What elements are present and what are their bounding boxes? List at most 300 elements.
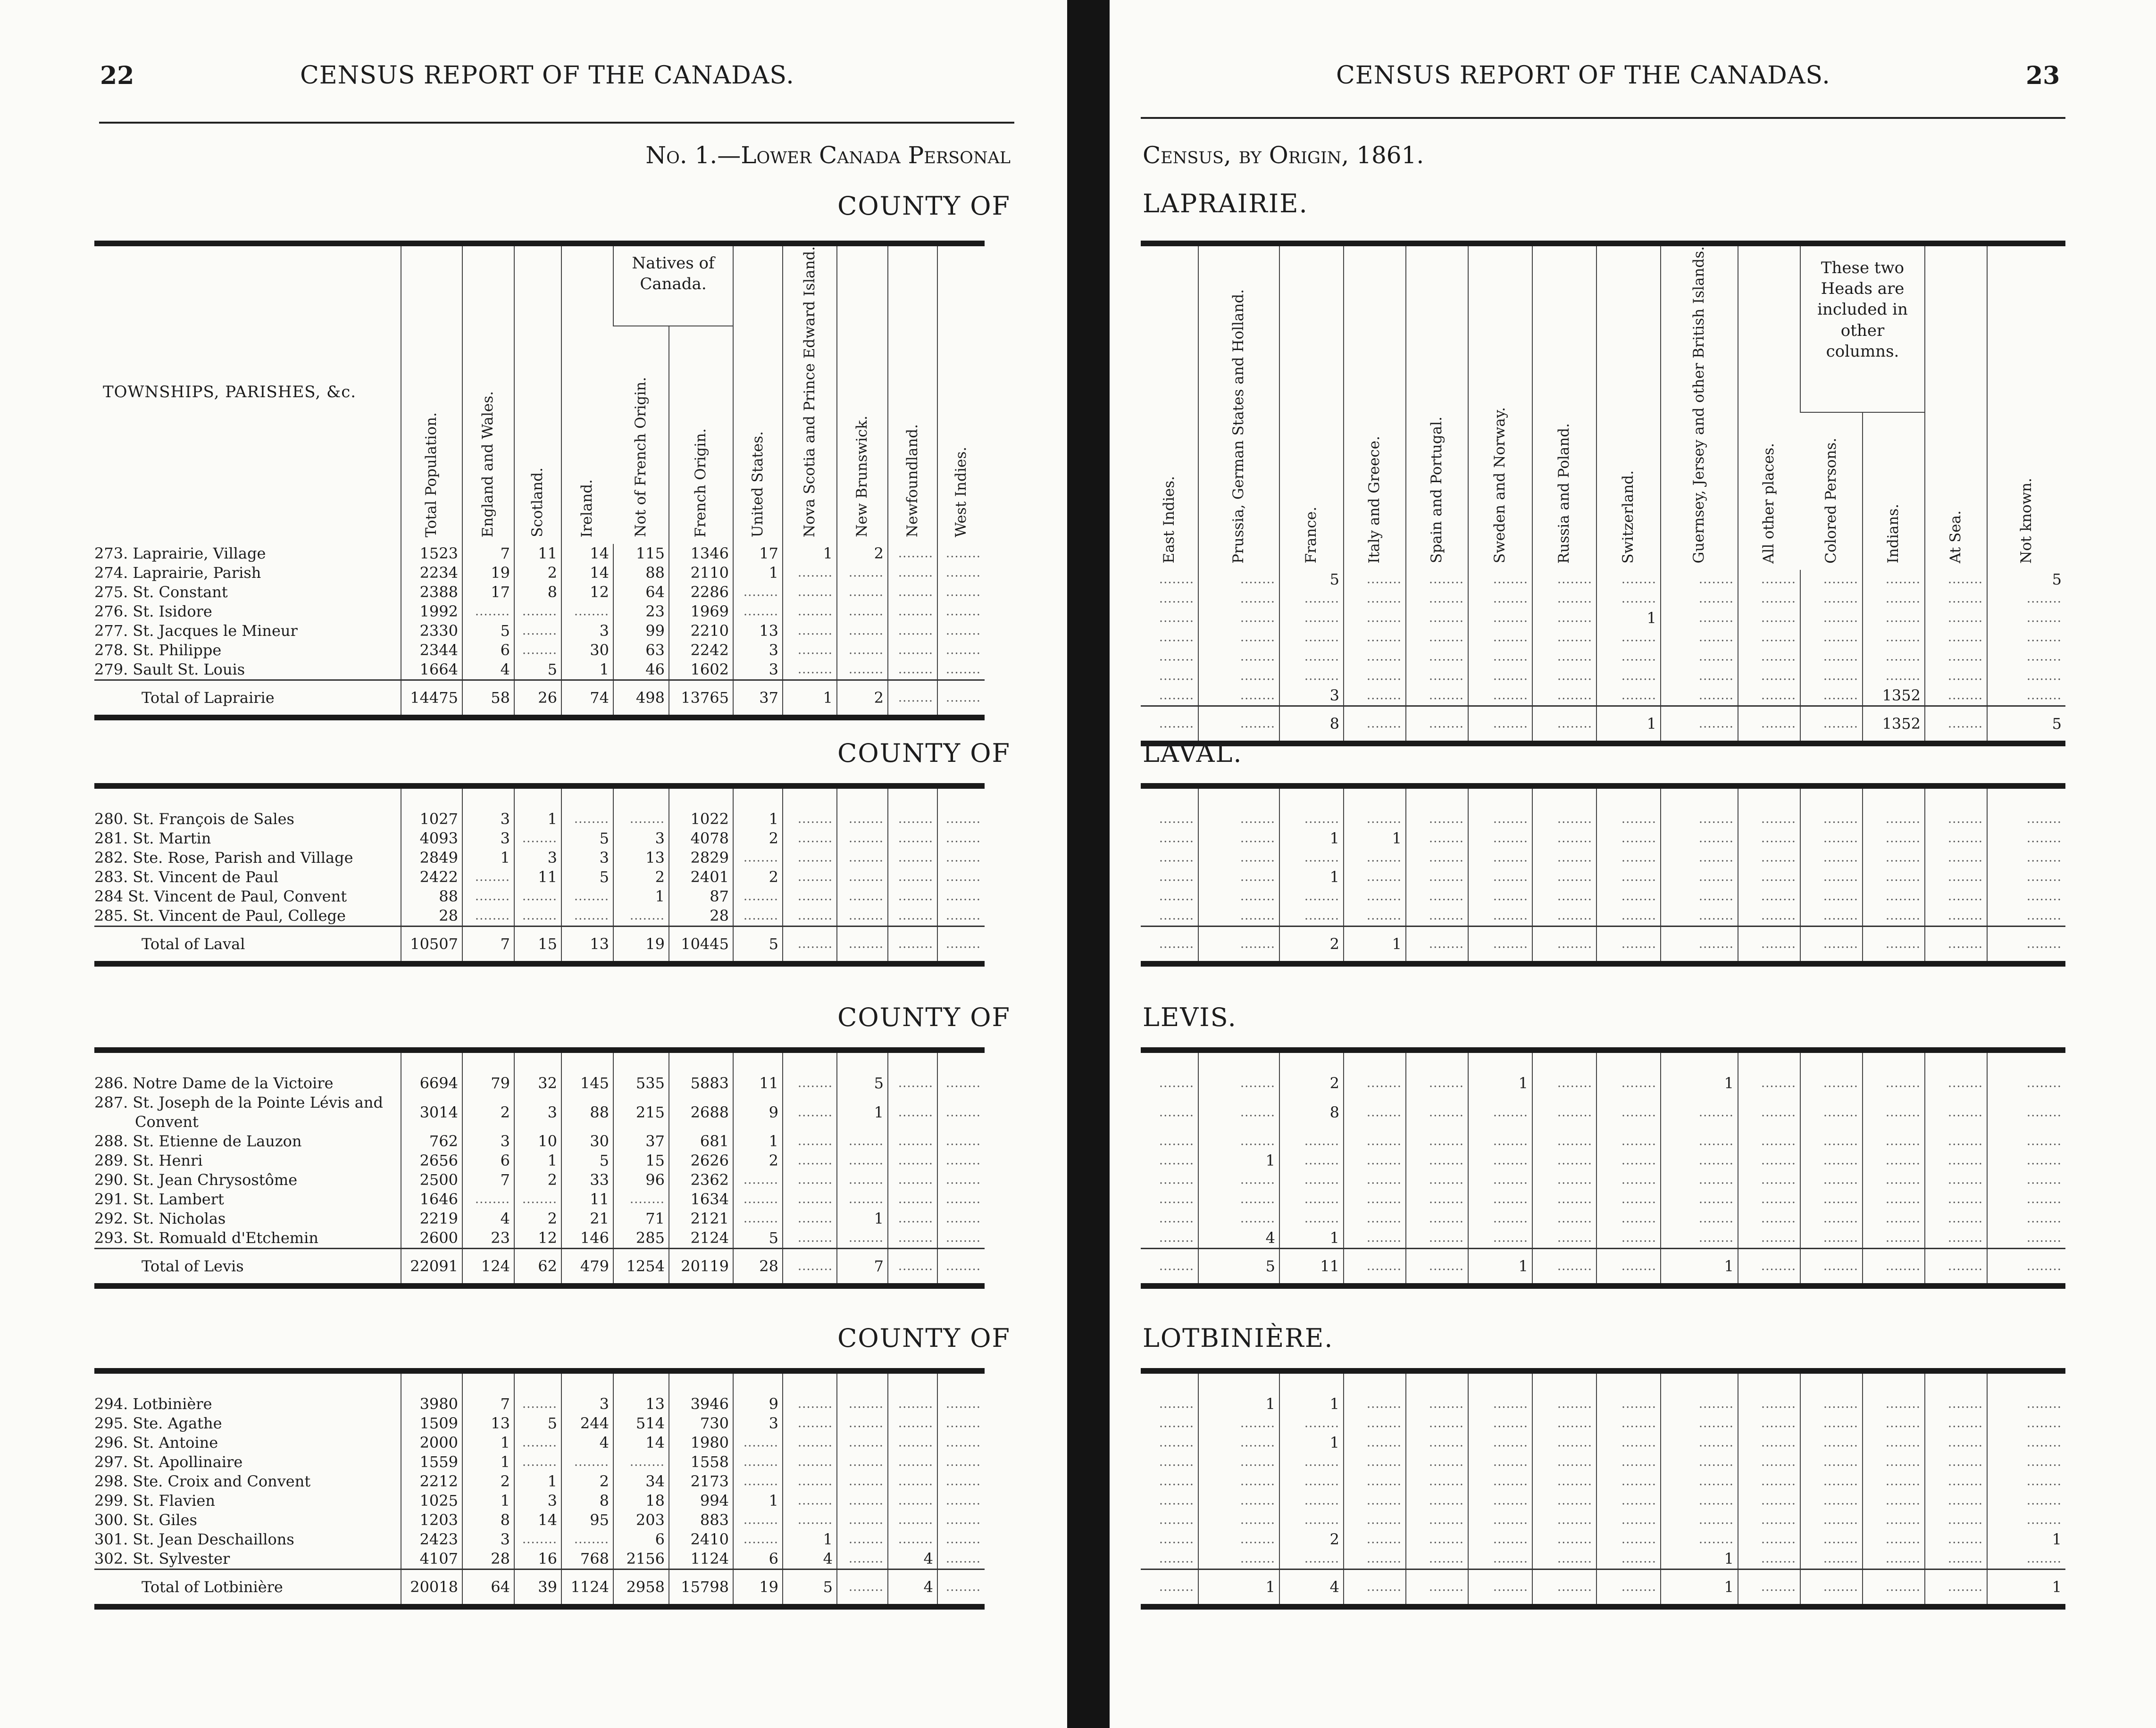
cell-prussia: ........ [1198,829,1279,848]
cell-united-states: 2 [733,868,783,887]
page-number: 23 [2026,61,2060,90]
cell-russia: ........ [1532,1209,1596,1228]
cell-prussia: ........ [1198,927,1279,964]
cell-italy: ........ [1344,1569,1406,1607]
cell-prussia: ........ [1198,887,1279,906]
cell-switzerland: ........ [1596,906,1661,927]
cell-west-indies: ........ [937,1569,985,1607]
total-row [1141,1569,2065,1607]
cell-prussia: ........ [1198,609,1279,628]
cell-total-population: 2234 [401,563,462,583]
cell-spain: ........ [1406,1472,1468,1491]
cell-new-brunswick: ........ [837,1170,888,1190]
cell-scotland: ........ [514,1190,561,1209]
cell-french: 2124 [669,1228,733,1249]
cell-united-states: 1 [733,786,783,829]
cell-spain: ........ [1406,868,1468,887]
cell-not-french: 1 [613,887,669,906]
cell-russia: ........ [1532,686,1596,706]
cell-united-states: ........ [733,1433,783,1453]
cell-newfoundland: ........ [888,1453,937,1472]
cell-italy: ........ [1344,1371,1406,1414]
cell-sweden: ........ [1468,667,1532,686]
cell-france: ........ [1279,1170,1344,1190]
cell-indians: ........ [1863,1569,1925,1607]
cell-switzerland: ........ [1596,628,1661,647]
cell-other-places: ........ [1738,1569,1800,1607]
county-name: LAVAL. [1143,738,1243,768]
header-united-states [733,243,783,544]
cell-sweden: ........ [1468,589,1532,609]
cell-not-french: 514 [613,1414,669,1433]
cell-east-indies: ........ [1159,650,1194,664]
cell-spain: ........ [1406,1093,1468,1132]
cell-not-french: 13 [613,848,669,868]
cell-at-sea: ........ [1925,829,1987,848]
header-new-brunswick [837,243,888,544]
cell-guernsey: ........ [1661,1170,1738,1190]
cell-italy: ........ [1344,1190,1406,1209]
cell-nova-scotia: ........ [783,1491,837,1511]
header-label: Sweden and Norway. [1491,407,1509,564]
table-row [1141,667,2065,686]
cell-switzerland: ........ [1596,1549,1661,1569]
cell-sweden: ........ [1468,1371,1532,1414]
cell-french: 87 [669,887,733,906]
cell-french: 2242 [669,641,733,660]
cell-sweden: ........ [1468,1132,1532,1151]
cell-not-known: ........ [1987,848,2065,868]
cell-nova-scotia: ........ [783,848,837,868]
cell-other-places: ........ [1738,1371,1800,1414]
cell-england-wales: 64 [462,1569,514,1607]
cell-guernsey: ........ [1661,628,1738,647]
cell-guernsey: ........ [1661,706,1738,744]
cell-switzerland: ........ [1596,1132,1661,1151]
cell-prussia: ........ [1198,1190,1279,1209]
cell-colored: ........ [1800,1093,1863,1132]
cell-new-brunswick: ........ [837,1472,888,1491]
cell-england-wales: 7 [462,1170,514,1190]
cell-total-population: 1509 [401,1414,462,1433]
table-row [1141,1433,2065,1453]
table-row [94,1549,985,1569]
cell-new-brunswick: 1 [837,1209,888,1228]
table-row [1141,786,2065,829]
cell-other-places: ........ [1738,1249,1800,1286]
cell-colored: ........ [1800,1151,1863,1170]
cell-not-french: 71 [613,1209,669,1228]
cell-east-indies: ........ [1159,630,1194,645]
cell-france: ........ [1279,1491,1344,1511]
cell-ireland: 4 [561,1433,613,1453]
cell-french: 1634 [669,1190,733,1209]
cell-new-brunswick: 5 [837,1050,888,1093]
cell-england-wales: 4 [462,660,514,680]
cell-france: 3 [1279,686,1344,706]
cell-at-sea: ........ [1925,786,1987,829]
cell-nova-scotia: ........ [783,1371,837,1414]
cell-indians: ........ [1863,1549,1925,1569]
cell-not-known: ........ [1987,1151,2065,1170]
cell-newfoundland: ........ [888,927,937,964]
cell-newfoundland: ........ [888,680,937,718]
header-indians [1863,412,1925,570]
place-name: 278. St. Philippe [94,641,222,659]
cell-sweden: ........ [1468,1093,1532,1132]
cell-at-sea: ........ [1925,1050,1987,1093]
cell-other-places: ........ [1738,1472,1800,1491]
cell-scotland: 12 [514,1228,561,1249]
table-row [94,906,985,927]
total-row [94,1569,985,1607]
cell-east-indies: ........ [1159,592,1194,606]
cell-spain: ........ [1406,1453,1468,1472]
cell-ireland: 768 [561,1549,613,1569]
header-france [1279,243,1344,570]
cell-west-indies: ........ [937,1190,985,1209]
cell-not-known: ........ [1987,1190,2065,1209]
table-row [94,1433,985,1453]
cell-spain: ........ [1406,609,1468,628]
place-name: 289. St. Henri [94,1152,203,1169]
cell-united-states: ........ [733,1170,783,1190]
cell-switzerland: ........ [1596,686,1661,706]
cell-not-known: ........ [1987,1491,2065,1511]
cell-new-brunswick: ........ [837,1569,888,1607]
cell-not-known: ........ [1987,1132,2065,1151]
cell-other-places: ........ [1738,887,1800,906]
table-row [1141,1151,2065,1170]
cell-sweden: ........ [1468,848,1532,868]
total-row [1141,1249,2065,1286]
cell-spain: ........ [1406,1433,1468,1453]
cell-total-population: 1992 [401,602,462,621]
cell-united-states: ........ [733,1209,783,1228]
cell-england-wales: 3 [462,786,514,829]
cell-scotland: 11 [514,868,561,887]
cell-russia: ........ [1532,1491,1596,1511]
header-russia [1532,243,1596,570]
cell-russia: ........ [1532,1433,1596,1453]
cell-west-indies: ........ [937,1151,985,1170]
cell-russia: ........ [1532,927,1596,964]
cell-switzerland: ........ [1596,667,1661,686]
cell-scotland: 2 [514,563,561,583]
cell-not-known: ........ [1987,1433,2065,1453]
cell-not-known: ........ [1987,906,2065,927]
table-row [94,1132,985,1151]
cell-colored: ........ [1800,609,1863,628]
cell-sweden: ........ [1468,1549,1532,1569]
cell-guernsey: ........ [1661,829,1738,848]
cell-other-places: ........ [1738,786,1800,829]
cell-total-population: 4093 [401,829,462,848]
county-name: LEVIS. [1143,1002,1237,1032]
cell-ireland: 11 [561,1190,613,1209]
cell-not-french: 285 [613,1228,669,1249]
county-name: LOTBINIÈRE. [1143,1323,1334,1353]
cell-new-brunswick: ........ [837,887,888,906]
cell-new-brunswick: ........ [837,848,888,868]
cell-spain: ........ [1406,906,1468,927]
cell-new-brunswick: ........ [837,1549,888,1569]
table-row [1141,1132,2065,1151]
table-row [94,1093,985,1132]
table-row [1141,868,2065,887]
place-name: 279. Sault St. Louis [94,660,245,679]
county-of-label: COUNTY OF [837,1002,1011,1032]
header-label: Prussia, German States and Holland. [1230,289,1247,564]
cell-sweden: ........ [1468,1228,1532,1249]
table-row [94,583,985,602]
cell-scotland: ........ [514,621,561,641]
cell-french: 2173 [669,1472,733,1491]
place-name: Total of Lotbinière [94,1569,401,1607]
cell-italy: ........ [1344,686,1406,706]
cell-italy: ........ [1344,570,1406,589]
cell-prussia: ........ [1198,706,1279,744]
cell-not-known: ........ [1987,1050,2065,1093]
cell-russia: ........ [1532,609,1596,628]
cell-england-wales: ........ [462,887,514,906]
place-name: 295. Ste. Agathe [94,1414,222,1432]
cell-other-places: ........ [1738,1491,1800,1511]
cell-united-states: 17 [733,544,783,563]
cell-england-wales: ........ [462,1190,514,1209]
cell-england-wales: 1 [462,1453,514,1472]
cell-new-brunswick: ........ [837,621,888,641]
cell-nova-scotia: ........ [783,1472,837,1491]
table-row [1141,887,2065,906]
cell-switzerland: ........ [1596,786,1661,829]
cell-colored: ........ [1800,667,1863,686]
running-head: CENSUS REPORT OF THE CANADAS. [300,61,794,90]
cell-other-places: ........ [1738,1549,1800,1569]
header-east-indies [1141,243,1198,570]
table-row [1141,1209,2065,1228]
cell-scotland: 32 [514,1050,561,1093]
cell-new-brunswick: 7 [837,1249,888,1286]
cell-sweden: ........ [1468,628,1532,647]
cell-newfoundland: ........ [888,563,937,583]
cell-switzerland: ........ [1596,570,1661,589]
cell-east-indies: ........ [1159,1397,1194,1411]
cell-total-population: 2423 [401,1530,462,1549]
cell-russia: ........ [1532,1170,1596,1190]
cell-nova-scotia: ........ [783,887,837,906]
cell-spain: ........ [1406,1249,1468,1286]
cell-switzerland: ........ [1596,1093,1661,1132]
cell-total-population: 2330 [401,621,462,641]
cell-united-states: 5 [733,1228,783,1249]
table-row [94,1472,985,1491]
cell-france: ........ [1279,628,1344,647]
place-name: 277. St. Jacques le Mineur [94,622,298,640]
cell-ireland: 88 [561,1093,613,1132]
cell-ireland: 1124 [561,1569,613,1607]
table-row [94,829,985,848]
cell-not-french: ........ [613,1453,669,1472]
cell-newfoundland: ........ [888,583,937,602]
cell-nova-scotia: ........ [783,1050,837,1093]
cell-nova-scotia: ........ [783,1209,837,1228]
cell-guernsey: ........ [1661,609,1738,628]
cell-spain: ........ [1406,1549,1468,1569]
cell-united-states: 19 [733,1569,783,1607]
cell-not-french: 15 [613,1151,669,1170]
cell-not-french: 3 [613,829,669,848]
cell-west-indies: ........ [937,868,985,887]
cell-sweden: ........ [1468,868,1532,887]
cell-french: 1558 [669,1453,733,1472]
cell-spain: ........ [1406,589,1468,609]
cell-prussia: ........ [1198,868,1279,887]
header-spain [1406,243,1468,570]
cell-ireland: 2 [561,1472,613,1491]
cell-italy: ........ [1344,1151,1406,1170]
cell-not-french: 18 [613,1491,669,1511]
cell-scotland: 8 [514,583,561,602]
cell-russia: ........ [1532,570,1596,589]
cell-west-indies: ........ [937,906,985,927]
cell-east-indies: ........ [1159,1552,1194,1566]
cell-france: ........ [1279,848,1344,868]
cell-other-places: ........ [1738,868,1800,887]
cell-sweden: ........ [1468,1491,1532,1511]
cell-united-states: ........ [733,602,783,621]
cell-united-states: ........ [733,906,783,927]
header-prussia [1198,243,1279,570]
cell-at-sea: ........ [1925,927,1987,964]
cell-west-indies: ........ [937,1549,985,1569]
header-label: New Brunswick. [853,416,871,538]
cell-nova-scotia: ........ [783,602,837,621]
cell-colored: ........ [1800,887,1863,906]
header-label: Spain and Portugal. [1428,417,1446,564]
place-name: 298. Ste. Croix and Convent [94,1472,311,1490]
cell-nova-scotia: ........ [783,927,837,964]
header-label: At Sea. [1947,510,1964,564]
cell-italy: ........ [1344,906,1406,927]
table-row [94,660,985,680]
cell-nova-scotia: ........ [783,1170,837,1190]
cell-prussia: ........ [1198,848,1279,868]
cell-nova-scotia: ........ [783,906,837,927]
header-guernsey [1661,243,1738,570]
cell-total-population: 1664 [401,660,462,680]
cell-not-known: ........ [1987,589,2065,609]
cell-russia: ........ [1532,848,1596,868]
cell-france: 1 [1279,829,1344,848]
cell-not-french: 19 [613,927,669,964]
cell-at-sea: ........ [1925,1170,1987,1190]
cell-french: 1124 [669,1549,733,1569]
cell-west-indies: ........ [937,1228,985,1249]
cell-france: 8 [1279,706,1344,744]
cell-not-french: 88 [613,563,669,583]
table-row [94,602,985,621]
table-row [94,1491,985,1511]
cell-italy: 1 [1344,829,1406,848]
cell-new-brunswick: ........ [837,1190,888,1209]
cell-guernsey: ........ [1661,1530,1738,1549]
cell-new-brunswick: ........ [837,1491,888,1511]
cell-total-population: 14475 [401,680,462,718]
cell-nova-scotia: ........ [783,786,837,829]
cell-not-french: 64 [613,583,669,602]
cell-england-wales: 8 [462,1511,514,1530]
cell-new-brunswick: ........ [837,927,888,964]
cell-at-sea: ........ [1925,647,1987,667]
cell-newfoundland: ........ [888,906,937,927]
cell-west-indies: ........ [937,1472,985,1491]
total-row [94,680,985,718]
cell-newfoundland: ........ [888,1472,937,1491]
cell-prussia: ........ [1198,1433,1279,1453]
cell-guernsey: ........ [1661,1132,1738,1151]
cell-sweden: ........ [1468,1453,1532,1472]
cell-colored: ........ [1800,1228,1863,1249]
table-row [1141,1093,2065,1132]
cell-east-indies: ........ [1159,812,1194,826]
header-england-wales [462,243,514,544]
cell-united-states: ........ [733,1190,783,1209]
cell-east-indies: ........ [1159,909,1194,923]
left-page [0,0,1067,1728]
table-row [1141,848,2065,868]
table-row [94,786,985,829]
cell-total-population: 3014 [401,1093,462,1132]
cell-russia: ........ [1532,647,1596,667]
total-row [1141,927,2065,964]
cell-spain: ........ [1406,628,1468,647]
cell-russia: ........ [1532,887,1596,906]
table-row [94,1209,985,1228]
cell-not-french: 63 [613,641,669,660]
cell-italy: ........ [1344,1511,1406,1530]
cell-east-indies: ........ [1141,706,1198,744]
cell-newfoundland: ........ [888,868,937,887]
cell-switzerland: ........ [1596,1530,1661,1549]
cell-east-indies: ........ [1159,611,1194,626]
cell-east-indies: ........ [1141,1249,1198,1286]
cell-not-french: 203 [613,1511,669,1530]
cell-west-indies: ........ [937,1511,985,1530]
cell-ireland: 12 [561,583,613,602]
cell-nova-scotia: ........ [783,583,837,602]
cell-east-indies: ........ [1159,1211,1194,1226]
cell-at-sea: ........ [1925,906,1987,927]
cell-france: ........ [1279,609,1344,628]
cell-france: 2 [1279,1050,1344,1093]
cell-at-sea: ........ [1925,1530,1987,1549]
cell-nova-scotia: ........ [783,1414,837,1433]
cell-newfoundland: ........ [888,1414,937,1433]
cell-russia: ........ [1532,628,1596,647]
cell-west-indies: ........ [937,887,985,906]
cell-sweden: ........ [1468,609,1532,628]
header-label: French Origin. [692,428,710,538]
cell-total-population: 1025 [401,1491,462,1511]
cell-sweden: ........ [1468,1433,1532,1453]
cell-ireland: 14 [561,563,613,583]
cell-prussia: ........ [1198,570,1279,589]
cell-france: 4 [1279,1569,1344,1607]
cell-scotland: 39 [514,1569,561,1607]
census-table-right [1141,1047,2065,1289]
cell-switzerland: ........ [1596,647,1661,667]
